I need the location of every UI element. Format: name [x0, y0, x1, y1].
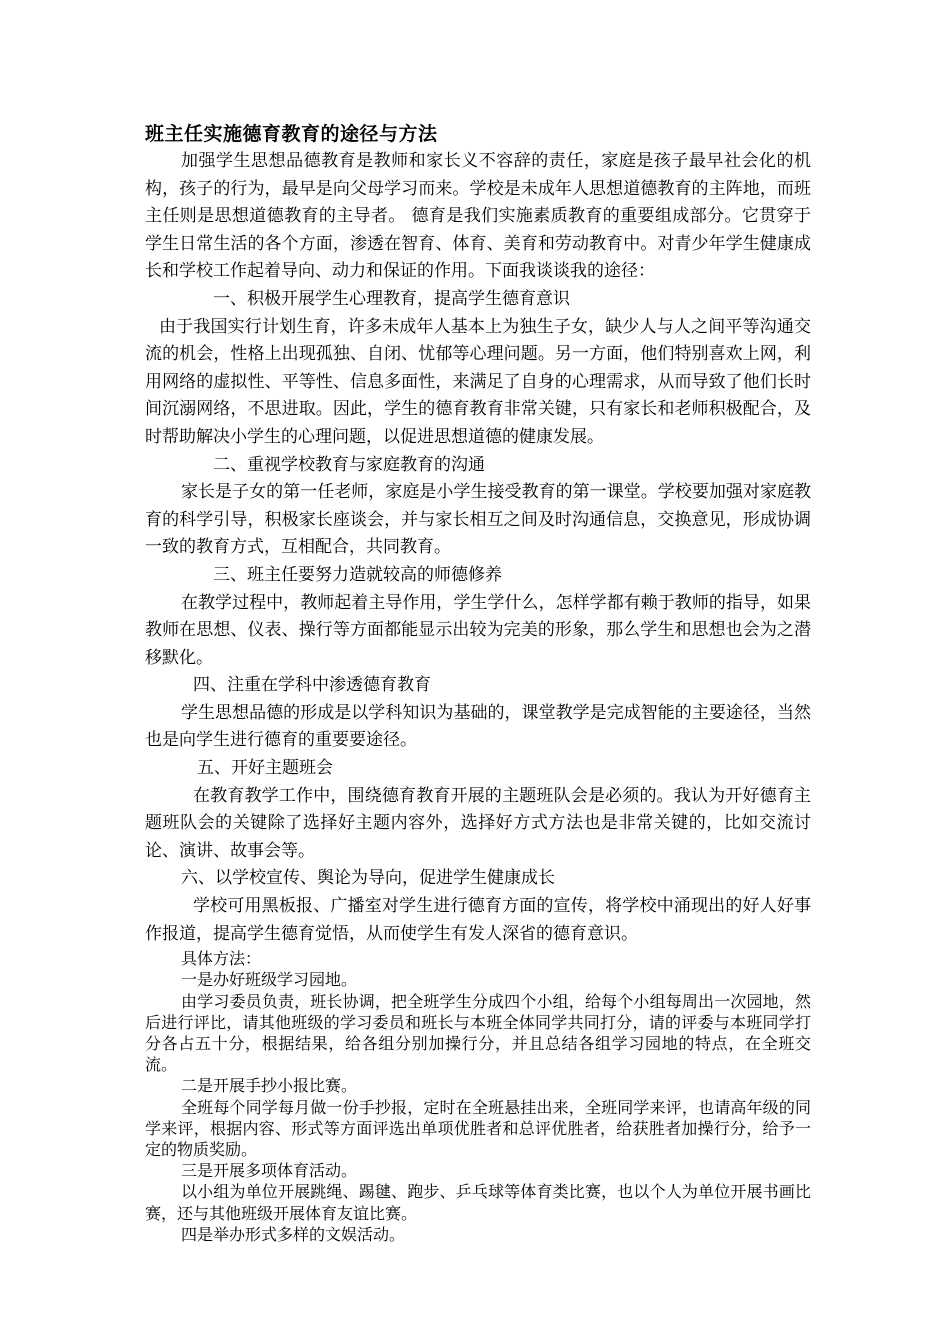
section-body-2: 家长是子女的第一任老师，家庭是小学生接受教育的第一课堂。学校要加强对家庭教育的科学引导，积极家长座谈会，并与家长相互之间及时沟通信息，交换意见，形成协调一致的教育方式，互相配合，共同教育。 [145, 482, 811, 558]
method-body-1: 由学习委员负责，班长协调，把全班学生分成四个小组，给每个小组每周出一次园地，然后进行评比，请其他班级的学习委员和班长与本班全体同学共同打分，请的评委与本班同学打分各占五十分，根据结果，给各组分别加操行分，并且总结各组学习园地的特点，在全班交流。 [145, 991, 811, 1075]
method-heading-1: 一是办好班级学习园地。 [181, 970, 358, 990]
methods-label: 具体方法： [181, 949, 262, 969]
intro-paragraph: 加强学生思想品德教育是教师和家长义不容辞的责任，家庭是孩子最早社会化的机构，孩子的行为，最早是向父母学习而来。学校是未成年人思想道德教育的主阵地，而班主任则是思想道德教育的主导者。 德育是我们实施素质教育的重要组成部分。它贯穿于学生日常生活的各个方面，渗透在智育、体育、美育和劳动教育中。对青少年学生健康成长和学校工作起着导向、动力和保证的作用。下面我谈谈我的途径： [145, 151, 811, 282]
section-heading-2: 二、重视学校教育与家庭教育的沟通 [213, 454, 485, 475]
method-body-2: 全班每个同学每月做一份手抄报，定时在全班悬挂出来，全班同学来评，也请高年级的同学来评，根据内容、形式等方面评选出单项优胜者和总评优胜者，给获胜者加操行分，给予一定的物质奖励。 [145, 1097, 811, 1160]
method-heading-2: 二是开展手抄小报比赛。 [181, 1076, 358, 1096]
section-body-1: 由于我国实行计划生育，许多未成年人基本上为独生子女，缺少人与人之间平等沟通交流的机会，性格上出现孤独、自闭、忧郁等心理问题。另一方面，他们特别喜欢上网，利用网络的虚拟性、平等性、信息多面性，来满足了自身的心理需求，从而导致了他们长时间沉溺网络，不思进取。因此，学生的德育教育非常关键，只有家长和老师积极配合，及时帮助解决小学生的心理问题，以促进思想道德的健康发展。 [145, 316, 811, 447]
section-body-3: 在教学过程中，教师起着主导作用，学生学什么，怎样学都有赖于教师的指导，如果教师在思想、仪表、操行等方面都能显示出较为完美的形象，那么学生和思想也会为之潜移默化。 [145, 592, 811, 668]
section-body-5: 在教育教学工作中，围绕德育教育开展的主题班队会是必须的。我认为开好德育主题班队会的关键除了选择好主题内容外，选择好方式方法也是非常关键的，比如交流讨论、演讲、故事会等。 [145, 785, 811, 861]
method-heading-3: 三是开展多项体育活动。 [181, 1161, 358, 1181]
document-page [145, 120, 811, 1245]
section-heading-3: 三、班主任要努力造就较高的师德修养 [213, 564, 502, 585]
section-heading-1: 一、积极开展学生心理教育，提高学生德育意识 [213, 288, 570, 309]
section-heading-4: 四、注重在学科中渗透德育教育 [193, 675, 431, 696]
section-heading-5: 五、开好主题班会 [197, 758, 333, 779]
section-body-4: 学生思想品德的形成是以学科知识为基础的，课堂教学是完成智能的主要途径，当然也是向学生进行德育的重要要途径。 [145, 702, 811, 751]
method-body-3: 以小组为单位开展跳绳、踢毽、跑步、乒乓球等体育类比赛，也以个人为单位开展书画比赛，还与其他班级开展体育友谊比赛。 [145, 1182, 811, 1223]
section-body-6: 学校可用黑板报、广播室对学生进行德育方面的宣传，将学校中涌现出的好人好事作报道，提高学生德育觉悟，从而使学生有发人深省的德育意识。 [145, 896, 811, 944]
document-title: 班主任实施德育教育的途径与方法 [145, 123, 438, 145]
section-heading-6: 六、以学校宣传、舆论为导向，促进学生健康成长 [181, 868, 555, 889]
method-heading-4: 四是举办形式多样的文娱活动。 [181, 1224, 406, 1244]
